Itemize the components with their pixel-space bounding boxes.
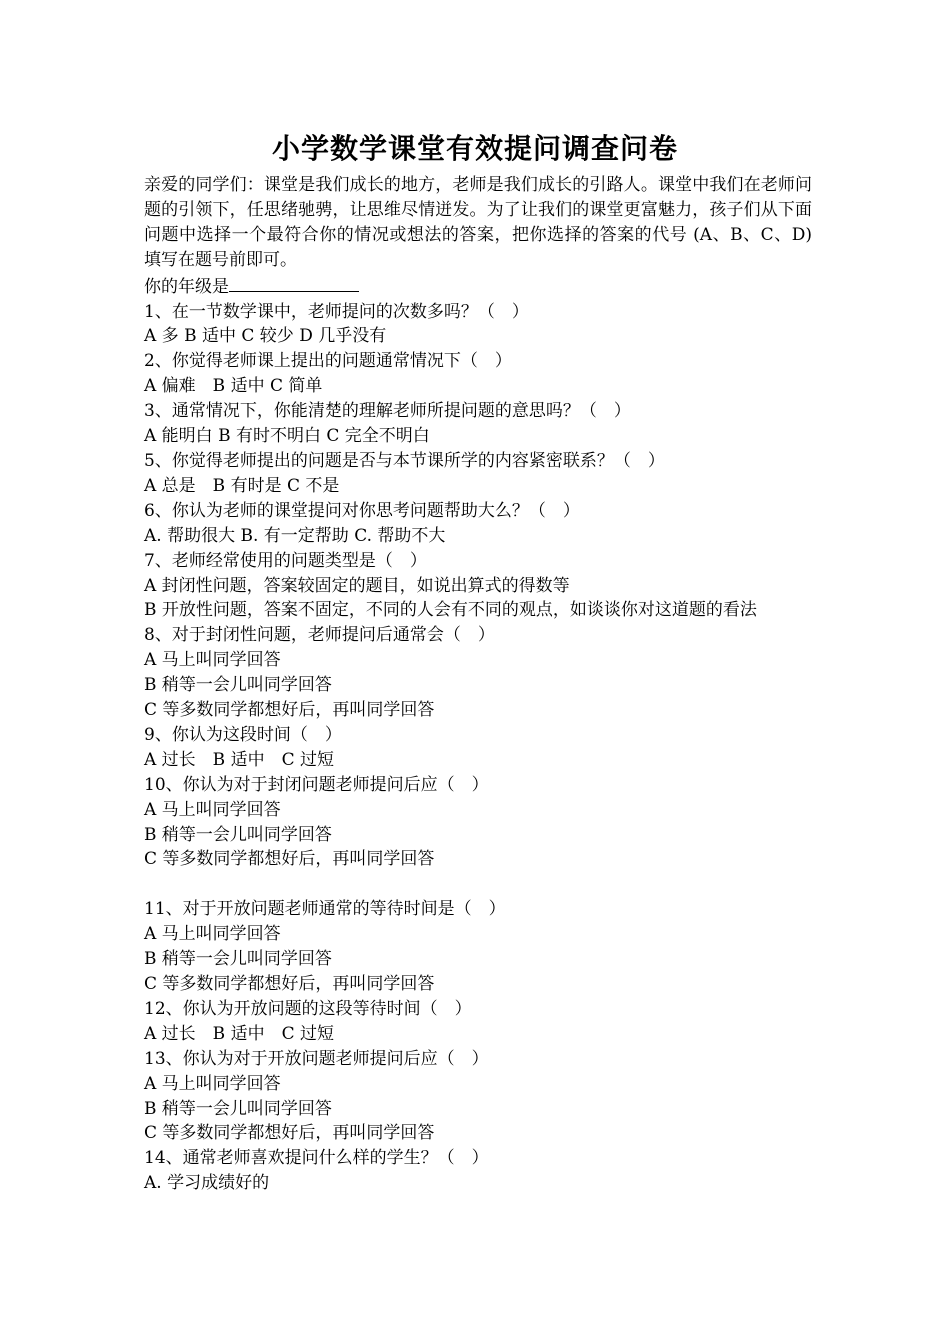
answer-options: A 马上叫同学回答 xyxy=(144,799,281,820)
answer-options: A 马上叫同学回答 xyxy=(144,650,281,671)
question-text: 3、通常情况下，你能清楚的理解老师所提问题的意思吗？（ ） xyxy=(144,401,631,422)
answer-options: B 稍等一会儿叫同学回答 xyxy=(144,1098,332,1119)
question-text: 5、你觉得老师提出的问题是否与本节课所学的内容紧密联系？（ ） xyxy=(144,450,665,471)
question-text: 8、对于封闭性问题，老师提问后通常会（ ） xyxy=(144,625,495,646)
intro-paragraph: 亲爱的同学们：课堂是我们成长的地方，老师是我们成长的引路人。课堂中我们在老师问题的引领下，任思绪驰骋，让思维尽情迸发。为了让我们的课堂更富魅力，孩子们从下面问题中选择一个最符合你的情况或想法的答案，把你选择的答案的代号 (A、B、C、D) 填写在题号前即可。 xyxy=(144,175,812,270)
question-text: 7、老师经常使用的问题类型是（ ） xyxy=(144,550,427,571)
answer-options: B 稍等一会儿叫同学回答 xyxy=(144,949,332,970)
answer-options: B 稍等一会儿叫同学回答 xyxy=(144,675,332,696)
question-text: 9、你认为这段时间（ ） xyxy=(144,724,342,745)
question-text: 12、你认为开放问题的这段等待时间（ ） xyxy=(144,998,472,1019)
blank-line xyxy=(144,872,812,897)
grade-blank xyxy=(229,273,359,292)
question-text: 6、你认为老师的课堂提问对你思考问题帮助大么？（ ） xyxy=(144,500,580,521)
grade-line xyxy=(144,273,812,300)
answer-options: C 等多数同学都想好后，再叫同学回答 xyxy=(144,849,435,870)
answer-options: A 偏难 B 适中 C 简单 xyxy=(144,376,323,397)
answer-options: A 马上叫同学回答 xyxy=(144,924,281,945)
question-text: 2、你觉得老师课上提出的问题通常情况下（ ） xyxy=(144,351,512,372)
answer-options: A 过长 B 适中 C 过短 xyxy=(144,1023,334,1044)
answer-options: C 等多数同学都想好后，再叫同学回答 xyxy=(144,1123,435,1144)
answer-options: A 能明白 B 有时不明白 C 完全不明白 xyxy=(144,426,430,447)
question-text: 13、你认为对于开放问题老师提问后应（ ） xyxy=(144,1048,489,1069)
answer-options: C 等多数同学都想好后，再叫同学回答 xyxy=(144,973,435,994)
answer-options: B 稍等一会儿叫同学回答 xyxy=(144,824,332,845)
answer-options: A 总是 B 有时是 C 不是 xyxy=(144,475,340,496)
answer-options: A. 学习成绩好的 xyxy=(144,1173,270,1194)
answer-options: C 等多数同学都想好后，再叫同学回答 xyxy=(144,700,435,721)
question-list xyxy=(144,300,812,1197)
page-title: 小学数学课堂有效提问调查问卷 xyxy=(271,132,678,165)
answer-options: A 封闭性问题，答案较固定的题目，如说出算式的得数等 xyxy=(144,575,570,596)
answer-options: B 开放性问题，答案不固定，不同的人会有不同的观点，如谈谈你对这道题的看法 xyxy=(144,600,757,621)
answer-options: A 多 B 适中 C 较少 D 几乎没有 xyxy=(144,326,387,347)
question-text: 14、通常老师喜欢提问什么样的学生？（ ） xyxy=(144,1148,489,1169)
answer-options: A 过长 B 适中 C 过短 xyxy=(144,749,334,770)
question-text: 1、在一节数学课中，老师提问的次数多吗？（ ） xyxy=(144,301,529,322)
grade-label: 你的年级是 xyxy=(144,276,229,297)
questionnaire-body xyxy=(144,173,812,1196)
answer-options: A 马上叫同学回答 xyxy=(144,1073,281,1094)
question-text: 10、你认为对于封闭问题老师提问后应（ ） xyxy=(144,774,489,795)
question-text: 11、对于开放问题老师通常的等待时间是（ ） xyxy=(144,899,506,920)
answer-options: A. 帮助很大 B. 有一定帮助 C. 帮助不大 xyxy=(144,525,446,546)
